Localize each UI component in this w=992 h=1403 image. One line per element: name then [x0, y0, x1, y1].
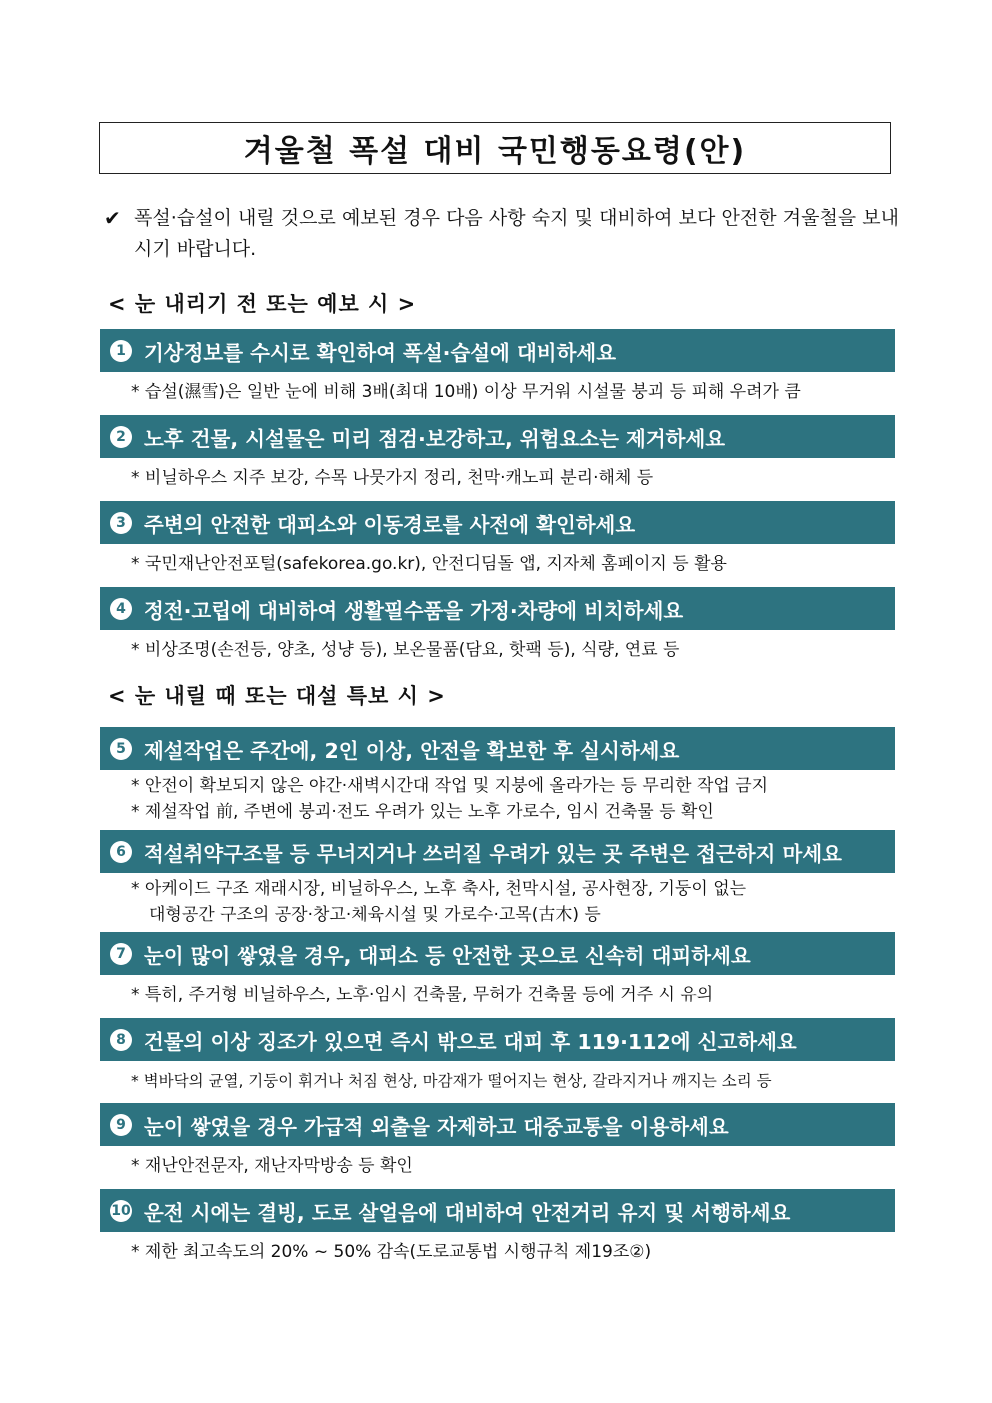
- intro-text: 폭설·습설이 내릴 것으로 예보된 경우 다음 사항 숙지 및 대비하여 보다 안전한 겨울철을 보내시기 바랍니다.: [134, 207, 899, 260]
- item-note-1: [131, 379, 891, 405]
- title-box: [99, 122, 891, 174]
- item-note-4: [131, 637, 891, 663]
- note-line: * 비닐하우스 지주 보강, 수목 나뭇가지 정리, 천막·캐노피 분리·해체 등: [131, 468, 654, 488]
- note-line: * 국민재난안전포털(safekorea.go.kr), 안전디딤돌 앱, 지자체 홈페이지 등 활용: [131, 554, 727, 574]
- item-heading: 기상정보를 수시로 확인하여 폭설·습설에 대비하세요: [144, 340, 617, 365]
- item-heading: 정전·고립에 대비하여 생활필수품을 가정·차량에 비치하세요: [144, 598, 684, 623]
- note-line-continued: 대형공간 구조의 공장·창고·체육시설 및 가로수·고목(古木) 등: [149, 905, 601, 925]
- page-title: 겨울철 폭설 대비 국민행동요령(안): [243, 134, 747, 169]
- note-line: * 재난안전문자, 재난자막방송 등 확인: [131, 1156, 413, 1176]
- item-bar-9: [100, 1103, 895, 1146]
- item-note-3: [131, 551, 891, 577]
- item-note-9: [131, 1153, 891, 1179]
- number-badge-icon: 10: [110, 1200, 132, 1222]
- number-badge-icon: 2: [110, 426, 132, 448]
- note-line: * 비상조명(손전등, 양초, 성냥 등), 보온물품(담요, 핫팩 등), 식량, 연료 등: [131, 640, 680, 660]
- note-line: * 벽바닥의 균열, 기둥이 휘거나 처짐 현상, 마감재가 떨어지는 현상, 갈라지거나 깨지는 소리 등: [131, 1072, 772, 1090]
- item-bar-1: [100, 329, 895, 372]
- note-line: * 안전이 확보되지 않은 야간·새벽시간대 작업 및 지붕에 올라가는 등 무리한 작업 금지: [131, 776, 769, 796]
- item-heading: 건물의 이상 징조가 있으면 즉시 밖으로 대피 후 119·112에 신고하세요: [144, 1029, 797, 1054]
- item-note-6: [131, 876, 891, 928]
- number-badge-icon: 5: [110, 738, 132, 760]
- item-note-5: [131, 773, 891, 825]
- item-bar-8: [100, 1018, 895, 1061]
- note-line: * 제한 최고속도의 20% ~ 50% 감속(도로교통법 시행규칙 제19조②): [131, 1242, 652, 1262]
- note-line: * 아케이드 구조 재래시장, 비닐하우스, 노후 축사, 천막시설, 공사현장, 기둥이 없는: [131, 879, 747, 899]
- checkmark-icon: ✔: [104, 206, 121, 230]
- item-note-7: [131, 982, 891, 1008]
- item-heading: 노후 건물, 시설물은 미리 점검·보강하고, 위험요소는 제거하세요: [144, 426, 726, 451]
- note-line: * 제설작업 前, 주변에 붕괴·전도 우려가 있는 노후 가로수, 임시 건축물 등 확인: [131, 802, 714, 822]
- item-heading: 운전 시에는 결빙, 도로 살얼음에 대비하여 안전거리 유지 및 서행하세요: [144, 1200, 791, 1225]
- item-heading: 적설취약구조물 등 무너지거나 쓰러질 우려가 있는 곳 주변은 접근하지 마세요: [144, 841, 842, 866]
- section-heading-during: < 눈 내릴 때 또는 대설 특보 시 >: [108, 684, 446, 708]
- item-heading: 눈이 쌓였을 경우 가급적 외출을 자제하고 대중교통을 이용하세요: [144, 1114, 729, 1139]
- item-note-2: [131, 465, 891, 491]
- number-badge-icon: 3: [110, 512, 132, 534]
- item-bar-4: [100, 587, 895, 630]
- item-note-8: [131, 1068, 891, 1094]
- item-heading: 제설작업은 주간에, 2인 이상, 안전을 확보한 후 실시하세요: [144, 738, 680, 763]
- number-badge-icon: 7: [110, 943, 132, 965]
- item-bar-2: [100, 415, 895, 458]
- number-badge-icon: 1: [110, 340, 132, 362]
- number-badge-icon: 6: [110, 841, 132, 863]
- item-note-10: [131, 1239, 891, 1265]
- item-heading: 주변의 안전한 대피소와 이동경로를 사전에 확인하세요: [144, 512, 636, 537]
- item-bar-6: [100, 830, 895, 873]
- item-bar-10: [100, 1189, 895, 1232]
- note-line: * 습설(濕雪)은 일반 눈에 비해 3배(최대 10배) 이상 무거워 시설물 붕괴 등 피해 우려가 큼: [131, 382, 801, 402]
- item-bar-5: [100, 727, 895, 770]
- item-bar-3: [100, 501, 895, 544]
- number-badge-icon: 4: [110, 598, 132, 620]
- number-badge-icon: 9: [110, 1114, 132, 1136]
- item-heading: 눈이 많이 쌓였을 경우, 대피소 등 안전한 곳으로 신속히 대피하세요: [144, 943, 751, 968]
- item-bar-7: [100, 932, 895, 975]
- section-heading-before: < 눈 내리기 전 또는 예보 시 >: [108, 292, 417, 316]
- intro-paragraph: [104, 203, 899, 265]
- note-line: * 특히, 주거형 비닐하우스, 노후·임시 건축물, 무허가 건축물 등에 거주 시 유의: [131, 985, 714, 1005]
- number-badge-icon: 8: [110, 1029, 132, 1051]
